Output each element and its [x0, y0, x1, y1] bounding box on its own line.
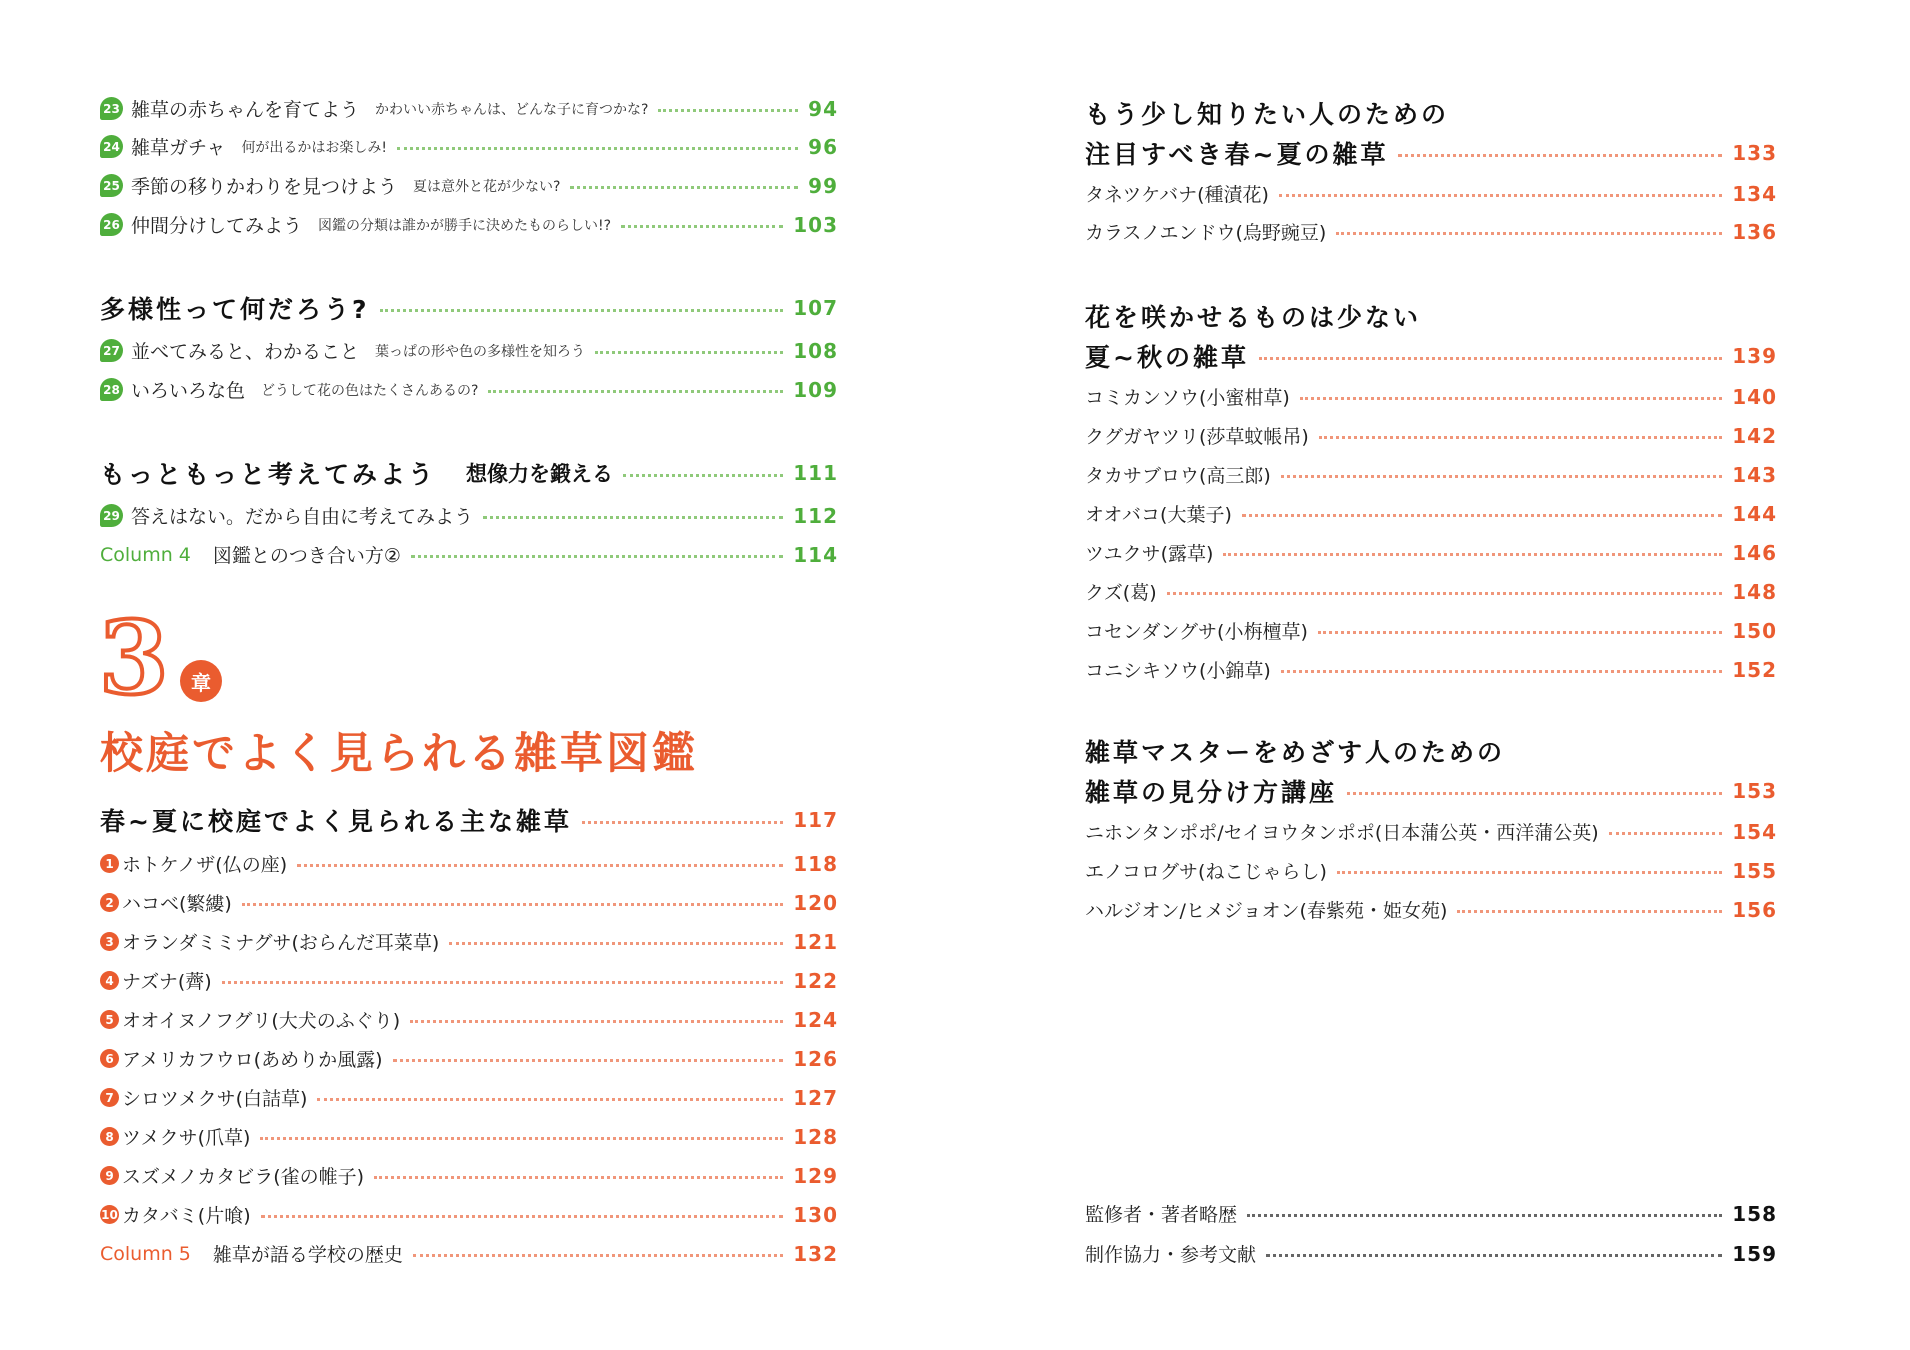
- dot-leader: [595, 351, 783, 354]
- section-title-line2: 注目すべき春~夏の雑草: [1085, 140, 1389, 169]
- section-heading-line: [1085, 95, 1449, 131]
- entry-title: ハコベ(繁縷): [122, 893, 232, 915]
- page-number: 109: [793, 377, 838, 402]
- circle-number-badge: 4: [100, 971, 119, 990]
- page-number: 117: [793, 808, 838, 832]
- page-number: 120: [793, 890, 838, 915]
- dot-leader: [261, 1215, 784, 1218]
- toc-entry[interactable]: [1085, 656, 1777, 683]
- section-heading-diversity[interactable]: [100, 290, 838, 326]
- section-heading-spring[interactable]: [100, 802, 838, 838]
- toc-entry[interactable]: [1085, 857, 1777, 884]
- leaf-number-badge: 28: [100, 378, 123, 401]
- entry-title: 雑草の赤ちゃんを育てよう: [131, 99, 360, 121]
- toc-entry-plant-2[interactable]: [100, 889, 838, 916]
- page-number: 112: [793, 503, 838, 528]
- entry-title: 監修者・著者略歴: [1085, 1204, 1238, 1226]
- dot-leader: [1259, 357, 1722, 360]
- toc-entry[interactable]: [1085, 500, 1777, 527]
- dot-leader: [413, 1254, 783, 1257]
- toc-entry-plant-9[interactable]: [100, 1162, 838, 1189]
- dot-leader: [374, 1176, 783, 1179]
- leaf-number-badge: 27: [100, 339, 123, 362]
- dot-leader: [393, 1059, 784, 1062]
- toc-entry-references[interactable]: [1085, 1240, 1777, 1267]
- section-title-line1: もう少し知りたい人のための: [1085, 100, 1450, 129]
- toc-entry[interactable]: [1085, 461, 1777, 488]
- leaf-number-badge: 23: [100, 97, 123, 120]
- column-title: 雑草が語る学校の歴史: [212, 1244, 403, 1266]
- entry-title: 季節の移りかわりを見つけよう: [131, 176, 398, 198]
- section-subtitle: 想像力を鍛える: [466, 462, 614, 486]
- entry-title: ツメクサ(爪草): [122, 1127, 251, 1149]
- toc-entry[interactable]: [1085, 383, 1777, 410]
- entry-title: ツユクサ(露草): [1085, 543, 1214, 565]
- leaf-number-badge: 26: [100, 213, 123, 236]
- section-title-line1: 雑草マスターをめざす人のための: [1085, 738, 1506, 767]
- page-number: 158: [1732, 1201, 1777, 1226]
- dot-leader: [1242, 514, 1722, 517]
- page-number: 129: [793, 1163, 838, 1188]
- toc-entry-plant-1[interactable]: [100, 850, 838, 877]
- entry-title: ハルジオン/ヒメジョオン(春紫苑・姫女苑): [1085, 900, 1448, 922]
- entry-title: カタバミ(片喰): [122, 1205, 251, 1227]
- page-number: 124: [793, 1007, 838, 1032]
- page-number: 121: [793, 929, 838, 954]
- dot-leader: [623, 474, 783, 477]
- dot-leader: [1337, 871, 1722, 874]
- dot-leader: [570, 186, 798, 189]
- page-number: 107: [793, 296, 838, 320]
- entry-title: 仲間分けしてみよう: [131, 215, 303, 237]
- page-number: 156: [1732, 897, 1777, 922]
- toc-entry-29[interactable]: [100, 502, 838, 529]
- dot-leader: [483, 516, 783, 519]
- entry-title: ナズナ(薺): [122, 971, 212, 993]
- page-number: 144: [1732, 501, 1777, 526]
- leaf-number-badge: 29: [100, 504, 123, 527]
- dot-leader: [1609, 832, 1723, 835]
- entry-title: オオバコ(大葉子): [1085, 504, 1232, 526]
- entry-title: シロツメクサ(白詰草): [122, 1088, 308, 1110]
- dot-leader: [222, 981, 784, 984]
- entry-subtitle: かわいい赤ちゃんは、どんな子に育つかな?: [375, 101, 649, 118]
- entry-title: コミカンソウ(小蜜柑草): [1085, 387, 1290, 409]
- toc-entry[interactable]: [1085, 422, 1777, 449]
- dot-leader: [317, 1098, 783, 1101]
- page-number: 159: [1732, 1241, 1777, 1266]
- page-number: 140: [1732, 384, 1777, 409]
- circle-number-badge: 8: [100, 1127, 119, 1146]
- dot-leader: [1347, 792, 1722, 795]
- page-number: 132: [793, 1241, 838, 1266]
- dot-leader: [397, 147, 798, 150]
- entry-subtitle: どうして花の色はたくさんあるの?: [261, 382, 479, 399]
- toc-entry-24[interactable]: [100, 133, 838, 160]
- column-label: Column 4: [100, 543, 191, 566]
- page-number: 136: [1732, 219, 1777, 244]
- dot-leader: [1281, 670, 1722, 673]
- page-number: 130: [793, 1202, 838, 1227]
- page-number: 143: [1732, 462, 1777, 487]
- page-number: 118: [793, 851, 838, 876]
- circle-number-badge: 9: [100, 1166, 119, 1185]
- dot-leader: [658, 109, 798, 112]
- entry-title: いろいろな色: [131, 380, 246, 402]
- entry-title: コニシキソウ(小錦草): [1085, 660, 1271, 682]
- entry-title: ニホンタンポポ/セイヨウタンポポ(日本蒲公英・西洋蒲公英): [1085, 822, 1599, 844]
- page-number: 142: [1732, 423, 1777, 448]
- column-title: 図鑑とのつき合い方②: [212, 545, 401, 567]
- dot-leader: [1318, 631, 1722, 634]
- chapter-title[interactable]: 校庭でよく見られる雑草図鑑: [100, 729, 698, 779]
- entry-title: コセンダングサ(小栴檀草): [1085, 621, 1308, 643]
- page-number: 150: [1732, 618, 1777, 643]
- toc-entry[interactable]: [1085, 617, 1777, 644]
- toc-entry-27[interactable]: [100, 337, 838, 364]
- section-heading-identification[interactable]: [1085, 773, 1777, 809]
- toc-entry[interactable]: [1085, 180, 1777, 207]
- section-title: 春~夏に校庭でよく見られる主な雑草: [100, 807, 572, 836]
- entry-subtitle: 夏は意外と花が少ない?: [413, 178, 561, 195]
- dot-leader: [1336, 232, 1722, 235]
- entry-title: エノコログサ(ねこじゃらし): [1085, 861, 1327, 883]
- chapter-badge: 章: [180, 660, 222, 702]
- page-number: 153: [1732, 779, 1777, 803]
- page-number: 134: [1732, 181, 1777, 206]
- toc-entry-plant-10[interactable]: [100, 1201, 838, 1228]
- circle-number-badge: 6: [100, 1049, 119, 1068]
- dot-leader: [411, 555, 783, 558]
- toc-entry-plant-7[interactable]: [100, 1084, 838, 1111]
- entry-title: ホトケノザ(仏の座): [122, 854, 288, 876]
- section-title-line1: 花を咲かせるものは少ない: [1085, 303, 1422, 332]
- toc-entry[interactable]: [1085, 896, 1777, 923]
- circle-number-badge: 3: [100, 932, 119, 951]
- entry-subtitle: 葉っぱの形や色の多様性を知ろう: [375, 343, 586, 360]
- dot-leader: [488, 390, 783, 393]
- section-heading-line: [1085, 298, 1421, 334]
- section-heading-think[interactable]: [100, 455, 838, 491]
- toc-entry-26[interactable]: [100, 211, 838, 238]
- dot-leader: [1247, 1214, 1722, 1217]
- circle-number-badge: 10: [100, 1205, 119, 1224]
- dot-leader: [242, 903, 783, 906]
- toc-entry-28[interactable]: [100, 376, 838, 403]
- entry-title: 並べてみると、わかること: [131, 341, 360, 363]
- dot-leader: [260, 1137, 783, 1140]
- page-number: 122: [793, 968, 838, 993]
- entry-title: オランダミミナグサ(おらんだ耳菜草): [122, 932, 440, 954]
- page-number: 108: [793, 338, 838, 363]
- dot-leader: [1223, 553, 1722, 556]
- toc-entry-plant-5[interactable]: [100, 1006, 838, 1033]
- toc-entry[interactable]: [1085, 218, 1777, 245]
- entry-title: 答えはない。だから自由に考えてみよう: [131, 506, 474, 528]
- section-title-line2: 夏~秋の雑草: [1085, 343, 1249, 372]
- entry-title: タカサブロウ(高三郎): [1085, 465, 1271, 487]
- page-number: 126: [793, 1046, 838, 1071]
- page-number: 146: [1732, 540, 1777, 565]
- dot-leader: [297, 864, 783, 867]
- toc-entry-25[interactable]: [100, 172, 838, 199]
- page-number: 154: [1732, 819, 1777, 844]
- section-title: 多様性って何だろう?: [100, 295, 370, 324]
- toc-entry[interactable]: [1085, 539, 1777, 566]
- page-number: 148: [1732, 579, 1777, 604]
- page-number: 139: [1732, 344, 1777, 368]
- entry-title: 雑草ガチャ: [131, 137, 226, 159]
- page-number: 133: [1732, 141, 1777, 165]
- circle-number-badge: 5: [100, 1010, 119, 1029]
- page-number: 103: [793, 212, 838, 237]
- dot-leader: [1279, 194, 1722, 197]
- section-title: もっともっと考えてみよう: [100, 460, 437, 489]
- dot-leader: [1281, 475, 1722, 478]
- circle-number-badge: 1: [100, 854, 119, 873]
- dot-leader: [582, 821, 783, 824]
- page-number: 94: [808, 96, 838, 121]
- dot-leader: [1319, 436, 1722, 439]
- entry-title: クズ(葛): [1085, 582, 1157, 604]
- entry-subtitle: 何が出るかはお楽しみ!: [241, 139, 388, 156]
- column-label: Column 5: [100, 1242, 191, 1265]
- toc-entry-column-4[interactable]: [100, 541, 838, 568]
- toc-entry-plant-3[interactable]: [100, 928, 838, 955]
- section-title-line2: 雑草の見分け方講座: [1085, 778, 1338, 807]
- dot-leader: [621, 225, 783, 228]
- entry-title: オオイヌノフグリ(大犬のふぐり): [122, 1010, 401, 1032]
- toc-entry-plant-6[interactable]: [100, 1045, 838, 1072]
- page-number: 155: [1732, 858, 1777, 883]
- entry-subtitle: 図鑑の分類は誰かが勝手に決めたものらしい!?: [318, 217, 612, 234]
- page-number: 99: [808, 173, 838, 198]
- chapter-number: 3: [99, 599, 169, 717]
- circle-number-badge: 7: [100, 1088, 119, 1107]
- entry-title: スズメノカタビラ(雀の帷子): [122, 1166, 365, 1188]
- entry-title: クグガヤツリ(莎草蚊帳吊): [1085, 426, 1309, 448]
- page-number: 152: [1732, 657, 1777, 682]
- dot-leader: [380, 309, 784, 312]
- entry-title: タネツケバナ(種漬花): [1085, 184, 1269, 206]
- leaf-number-badge: 25: [100, 174, 123, 197]
- section-heading-spring-summer[interactable]: [1085, 135, 1777, 171]
- toc-entry-23[interactable]: [100, 95, 838, 122]
- page-number: 111: [793, 461, 838, 485]
- page-number: 114: [793, 542, 838, 567]
- leaf-number-badge: 24: [100, 135, 123, 158]
- dot-leader: [1266, 1254, 1722, 1257]
- toc-entry-column-5[interactable]: [100, 1240, 838, 1267]
- dot-leader: [449, 942, 783, 945]
- dot-leader: [1167, 592, 1723, 595]
- toc-entry[interactable]: [1085, 578, 1777, 605]
- page-number: 128: [793, 1124, 838, 1149]
- entry-title: カラスノエンドウ(烏野豌豆): [1085, 222, 1327, 244]
- toc-entry[interactable]: [1085, 818, 1777, 845]
- toc-entry-profile[interactable]: [1085, 1200, 1777, 1227]
- section-heading-summer-autumn[interactable]: [1085, 338, 1777, 374]
- section-heading-line: [1085, 733, 1505, 769]
- dot-leader: [1398, 154, 1722, 157]
- entry-title: アメリカフウロ(あめりか風露): [122, 1049, 383, 1071]
- toc-entry-plant-4[interactable]: [100, 967, 838, 994]
- dot-leader: [1300, 397, 1722, 400]
- page-number: 96: [808, 134, 838, 159]
- dot-leader: [1457, 910, 1722, 913]
- page-number: 127: [793, 1085, 838, 1110]
- circle-number-badge: 2: [100, 893, 119, 912]
- entry-title: 制作協力・参考文献: [1085, 1244, 1257, 1266]
- toc-entry-plant-8[interactable]: [100, 1123, 838, 1150]
- dot-leader: [410, 1020, 783, 1023]
